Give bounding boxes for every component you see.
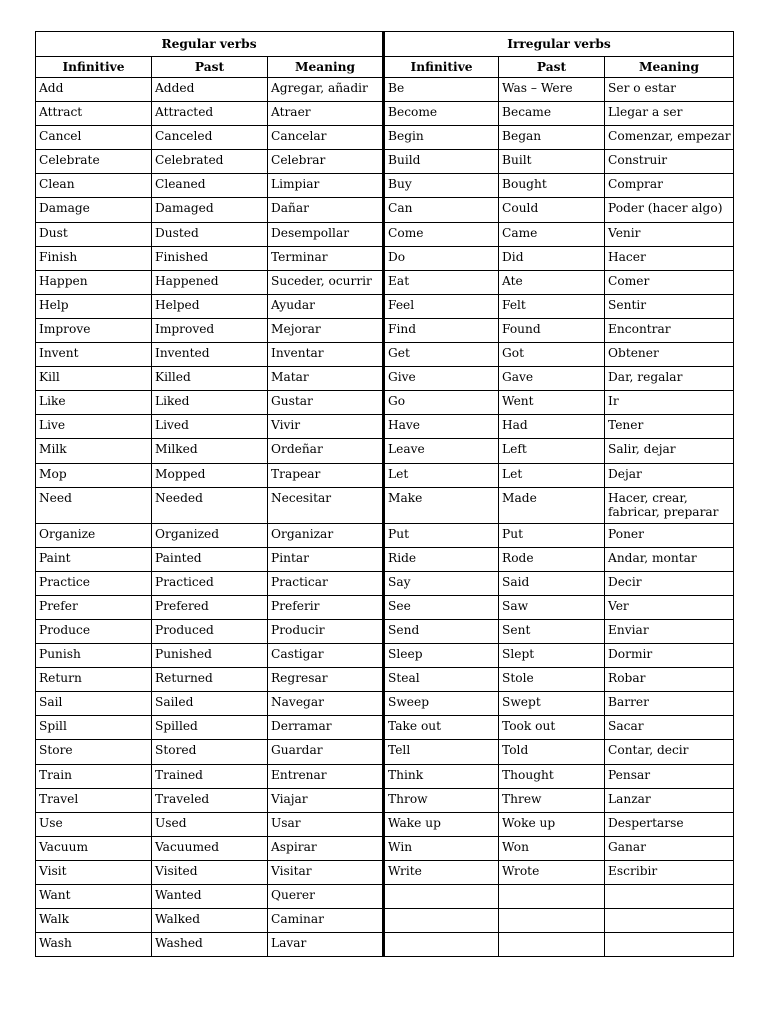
irregular-past-cell: Ate xyxy=(499,270,605,294)
table-title-row xyxy=(36,32,734,57)
irregular-past-cell: Stole xyxy=(499,668,605,692)
table-row xyxy=(36,126,734,150)
irregular-infinitive-cell xyxy=(384,933,499,957)
irregular-infinitive-cell: Take out xyxy=(384,716,499,740)
column-header-row xyxy=(36,57,734,78)
regular-past-cell: Finished xyxy=(152,246,268,270)
regular-past-cell: Punished xyxy=(152,644,268,668)
irregular-infinitive-cell: Throw xyxy=(384,788,499,812)
regular-meaning-cell: Regresar xyxy=(268,668,384,692)
irregular-meaning-cell: Enviar xyxy=(605,619,734,643)
regular-infinitive-cell: Improve xyxy=(36,318,152,342)
irregular-infinitive-cell: Win xyxy=(384,836,499,860)
regular-past-cell: Dusted xyxy=(152,222,268,246)
regular-past-cell: Celebrated xyxy=(152,150,268,174)
regular-meaning-cell: Suceder, ocurrir xyxy=(268,270,384,294)
regular-past-cell: Attracted xyxy=(152,102,268,126)
regular-past-cell: Killed xyxy=(152,367,268,391)
irregular-infinitive-cell: Do xyxy=(384,246,499,270)
table-row xyxy=(36,294,734,318)
irregular-infinitive-cell: See xyxy=(384,595,499,619)
regular-meaning-cell: Querer xyxy=(268,885,384,909)
irregular-infinitive-cell: Steal xyxy=(384,668,499,692)
regular-meaning-cell: Practicar xyxy=(268,571,384,595)
table-row xyxy=(36,439,734,463)
regular-meaning-cell: Producir xyxy=(268,619,384,643)
irregular-past-header: Past xyxy=(499,57,605,78)
regular-infinitive-cell: Add xyxy=(36,78,152,102)
irregular-infinitive-cell: Eat xyxy=(384,270,499,294)
irregular-past-cell: Did xyxy=(499,246,605,270)
regular-infinitive-cell: Milk xyxy=(36,439,152,463)
irregular-meaning-cell: Hacer, crear, fabricar, preparar xyxy=(605,487,734,523)
regular-infinitive-cell: Practice xyxy=(36,571,152,595)
table-row xyxy=(36,174,734,198)
regular-meaning-cell: Desempollar xyxy=(268,222,384,246)
regular-meaning-cell: Atraer xyxy=(268,102,384,126)
irregular-meaning-cell: Sacar xyxy=(605,716,734,740)
regular-meaning-cell: Usar xyxy=(268,812,384,836)
irregular-infinitive-cell: Sweep xyxy=(384,692,499,716)
regular-past-cell: Added xyxy=(152,78,268,102)
irregular-meaning-cell: Sentir xyxy=(605,294,734,318)
irregular-meaning-cell: Robar xyxy=(605,668,734,692)
regular-past-cell: Lived xyxy=(152,415,268,439)
table-row xyxy=(36,909,734,933)
irregular-meaning-cell: Comer xyxy=(605,270,734,294)
irregular-past-cell: Took out xyxy=(499,716,605,740)
irregular-meaning-cell: Ganar xyxy=(605,836,734,860)
irregular-infinitive-cell: Put xyxy=(384,523,499,547)
table-row xyxy=(36,668,734,692)
regular-past-cell: Mopped xyxy=(152,463,268,487)
regular-past-cell: Prefered xyxy=(152,595,268,619)
regular-meaning-cell: Aspirar xyxy=(268,836,384,860)
irregular-meaning-cell: Dejar xyxy=(605,463,734,487)
irregular-past-cell: Could xyxy=(499,198,605,222)
irregular-infinitive-cell: Come xyxy=(384,222,499,246)
regular-past-cell: Damaged xyxy=(152,198,268,222)
table-row xyxy=(36,619,734,643)
regular-infinitive-cell: Celebrate xyxy=(36,150,152,174)
irregular-infinitive-cell: Go xyxy=(384,391,499,415)
irregular-past-cell: Found xyxy=(499,318,605,342)
irregular-meaning-cell: Decir xyxy=(605,571,734,595)
regular-infinitive-cell: Sail xyxy=(36,692,152,716)
regular-infinitive-cell: Attract xyxy=(36,102,152,126)
irregular-meaning-cell xyxy=(605,885,734,909)
irregular-past-cell xyxy=(499,933,605,957)
irregular-past-cell: Went xyxy=(499,391,605,415)
irregular-infinitive-cell: Sleep xyxy=(384,644,499,668)
irregular-past-cell: Won xyxy=(499,836,605,860)
regular-past-cell: Washed xyxy=(152,933,268,957)
irregular-meaning-cell: Contar, decir xyxy=(605,740,734,764)
irregular-infinitive-cell: Have xyxy=(384,415,499,439)
regular-past-cell: Walked xyxy=(152,909,268,933)
irregular-verbs-title: Irregular verbs xyxy=(384,32,734,57)
regular-infinitive-cell: Finish xyxy=(36,246,152,270)
irregular-infinitive-cell: Write xyxy=(384,860,499,884)
irregular-past-cell: Was – Were xyxy=(499,78,605,102)
regular-infinitive-cell: Produce xyxy=(36,619,152,643)
irregular-past-cell: Bought xyxy=(499,174,605,198)
irregular-past-cell: Said xyxy=(499,571,605,595)
regular-past-cell: Needed xyxy=(152,487,268,523)
irregular-meaning-cell: Dormir xyxy=(605,644,734,668)
irregular-past-cell: Began xyxy=(499,126,605,150)
irregular-infinitive-cell: Be xyxy=(384,78,499,102)
irregular-infinitive-header: Infinitive xyxy=(384,57,499,78)
irregular-meaning-header: Meaning xyxy=(605,57,734,78)
regular-meaning-cell: Castigar xyxy=(268,644,384,668)
irregular-meaning-cell: Venir xyxy=(605,222,734,246)
regular-infinitive-cell: Wash xyxy=(36,933,152,957)
table-row xyxy=(36,270,734,294)
regular-meaning-cell: Celebrar xyxy=(268,150,384,174)
table-row xyxy=(36,716,734,740)
irregular-infinitive-cell: Leave xyxy=(384,439,499,463)
regular-infinitive-cell: Help xyxy=(36,294,152,318)
irregular-infinitive-cell: Ride xyxy=(384,547,499,571)
regular-past-cell: Liked xyxy=(152,391,268,415)
irregular-infinitive-cell: Become xyxy=(384,102,499,126)
irregular-infinitive-cell: Send xyxy=(384,619,499,643)
irregular-past-cell: Told xyxy=(499,740,605,764)
regular-infinitive-cell: Happen xyxy=(36,270,152,294)
irregular-past-cell: Rode xyxy=(499,547,605,571)
table-row xyxy=(36,343,734,367)
irregular-infinitive-cell: Buy xyxy=(384,174,499,198)
irregular-meaning-cell: Obtener xyxy=(605,343,734,367)
irregular-meaning-cell: Despertarse xyxy=(605,812,734,836)
regular-past-cell: Cleaned xyxy=(152,174,268,198)
irregular-infinitive-cell: Find xyxy=(384,318,499,342)
irregular-infinitive-cell: Can xyxy=(384,198,499,222)
table-row xyxy=(36,692,734,716)
table-row xyxy=(36,812,734,836)
regular-verbs-title: Regular verbs xyxy=(36,32,384,57)
regular-past-cell: Improved xyxy=(152,318,268,342)
table-row xyxy=(36,595,734,619)
regular-meaning-cell: Derramar xyxy=(268,716,384,740)
regular-infinitive-cell: Paint xyxy=(36,547,152,571)
irregular-past-cell: Left xyxy=(499,439,605,463)
table-row xyxy=(36,222,734,246)
regular-past-cell: Stored xyxy=(152,740,268,764)
irregular-past-cell xyxy=(499,885,605,909)
irregular-meaning-cell: Dar, regalar xyxy=(605,367,734,391)
table-row xyxy=(36,198,734,222)
irregular-meaning-cell: Poner xyxy=(605,523,734,547)
verbs-table xyxy=(35,31,734,957)
irregular-infinitive-cell: Tell xyxy=(384,740,499,764)
irregular-meaning-cell: Lanzar xyxy=(605,788,734,812)
irregular-past-cell: Thought xyxy=(499,764,605,788)
regular-past-cell: Produced xyxy=(152,619,268,643)
irregular-past-cell: Gave xyxy=(499,367,605,391)
regular-meaning-cell: Organizar xyxy=(268,523,384,547)
irregular-meaning-cell: Pensar xyxy=(605,764,734,788)
table-row xyxy=(36,318,734,342)
irregular-past-cell: Slept xyxy=(499,644,605,668)
regular-infinitive-cell: Cancel xyxy=(36,126,152,150)
irregular-meaning-cell: Barrer xyxy=(605,692,734,716)
regular-meaning-cell: Limpiar xyxy=(268,174,384,198)
table-row xyxy=(36,246,734,270)
irregular-past-cell: Threw xyxy=(499,788,605,812)
regular-meaning-cell: Gustar xyxy=(268,391,384,415)
irregular-meaning-cell: Llegar a ser xyxy=(605,102,734,126)
regular-meaning-cell: Dañar xyxy=(268,198,384,222)
irregular-infinitive-cell: Build xyxy=(384,150,499,174)
regular-meaning-cell: Terminar xyxy=(268,246,384,270)
regular-meaning-cell: Pintar xyxy=(268,547,384,571)
irregular-past-cell: Wrote xyxy=(499,860,605,884)
table-row xyxy=(36,644,734,668)
regular-meaning-cell: Necesitar xyxy=(268,487,384,523)
irregular-meaning-cell: Ir xyxy=(605,391,734,415)
irregular-infinitive-cell: Let xyxy=(384,463,499,487)
irregular-meaning-cell: Comprar xyxy=(605,174,734,198)
regular-past-cell: Sailed xyxy=(152,692,268,716)
table-row xyxy=(36,788,734,812)
regular-past-cell: Traveled xyxy=(152,788,268,812)
regular-infinitive-cell: Damage xyxy=(36,198,152,222)
regular-infinitive-header: Infinitive xyxy=(36,57,152,78)
regular-meaning-cell: Guardar xyxy=(268,740,384,764)
table-row xyxy=(36,764,734,788)
regular-past-cell: Helped xyxy=(152,294,268,318)
regular-infinitive-cell: Prefer xyxy=(36,595,152,619)
regular-infinitive-cell: Clean xyxy=(36,174,152,198)
regular-meaning-cell: Trapear xyxy=(268,463,384,487)
irregular-infinitive-cell: Feel xyxy=(384,294,499,318)
regular-infinitive-cell: Mop xyxy=(36,463,152,487)
regular-meaning-cell: Matar xyxy=(268,367,384,391)
table-row xyxy=(36,860,734,884)
regular-past-cell: Returned xyxy=(152,668,268,692)
regular-past-cell: Practiced xyxy=(152,571,268,595)
table-row xyxy=(36,487,734,523)
regular-meaning-cell: Vivir xyxy=(268,415,384,439)
table-row xyxy=(36,78,734,102)
irregular-past-cell xyxy=(499,909,605,933)
irregular-past-cell: Built xyxy=(499,150,605,174)
regular-infinitive-cell: Travel xyxy=(36,788,152,812)
irregular-meaning-cell: Encontrar xyxy=(605,318,734,342)
irregular-meaning-cell: Andar, montar xyxy=(605,547,734,571)
regular-infinitive-cell: Vacuum xyxy=(36,836,152,860)
table-row xyxy=(36,415,734,439)
irregular-past-cell: Became xyxy=(499,102,605,126)
regular-past-cell: Milked xyxy=(152,439,268,463)
irregular-infinitive-cell: Wake up xyxy=(384,812,499,836)
regular-past-cell: Vacuumed xyxy=(152,836,268,860)
irregular-infinitive-cell: Think xyxy=(384,764,499,788)
regular-past-cell: Trained xyxy=(152,764,268,788)
regular-past-cell: Used xyxy=(152,812,268,836)
regular-infinitive-cell: Dust xyxy=(36,222,152,246)
irregular-meaning-cell: Tener xyxy=(605,415,734,439)
regular-infinitive-cell: Organize xyxy=(36,523,152,547)
regular-meaning-cell: Ordeñar xyxy=(268,439,384,463)
regular-past-header: Past xyxy=(152,57,268,78)
irregular-infinitive-cell xyxy=(384,909,499,933)
irregular-meaning-cell: Construir xyxy=(605,150,734,174)
irregular-meaning-cell: Poder (hacer algo) xyxy=(605,198,734,222)
regular-infinitive-cell: Train xyxy=(36,764,152,788)
irregular-past-cell: Swept xyxy=(499,692,605,716)
table-row xyxy=(36,547,734,571)
irregular-past-cell: Put xyxy=(499,523,605,547)
regular-meaning-cell: Navegar xyxy=(268,692,384,716)
irregular-meaning-cell: Ser o estar xyxy=(605,78,734,102)
regular-meaning-cell: Ayudar xyxy=(268,294,384,318)
table-row xyxy=(36,933,734,957)
regular-infinitive-cell: Visit xyxy=(36,860,152,884)
table-row xyxy=(36,836,734,860)
irregular-meaning-cell: Salir, dejar xyxy=(605,439,734,463)
regular-infinitive-cell: Like xyxy=(36,391,152,415)
regular-infinitive-cell: Walk xyxy=(36,909,152,933)
regular-past-cell: Wanted xyxy=(152,885,268,909)
table-row xyxy=(36,102,734,126)
regular-infinitive-cell: Need xyxy=(36,487,152,523)
table-row xyxy=(36,523,734,547)
regular-past-cell: Visited xyxy=(152,860,268,884)
regular-meaning-cell: Viajar xyxy=(268,788,384,812)
regular-meaning-header: Meaning xyxy=(268,57,384,78)
irregular-past-cell: Let xyxy=(499,463,605,487)
regular-meaning-cell: Caminar xyxy=(268,909,384,933)
irregular-past-cell: Came xyxy=(499,222,605,246)
regular-past-cell: Happened xyxy=(152,270,268,294)
regular-meaning-cell: Inventar xyxy=(268,343,384,367)
irregular-meaning-cell: Hacer xyxy=(605,246,734,270)
table-row xyxy=(36,463,734,487)
regular-meaning-cell: Lavar xyxy=(268,933,384,957)
regular-meaning-cell: Cancelar xyxy=(268,126,384,150)
table-row xyxy=(36,885,734,909)
regular-meaning-cell: Agregar, añadir xyxy=(268,78,384,102)
table-row xyxy=(36,571,734,595)
irregular-infinitive-cell: Get xyxy=(384,343,499,367)
table-row xyxy=(36,740,734,764)
table-row xyxy=(36,367,734,391)
irregular-meaning-cell: Ver xyxy=(605,595,734,619)
irregular-past-cell: Made xyxy=(499,487,605,523)
regular-infinitive-cell: Invent xyxy=(36,343,152,367)
regular-meaning-cell: Visitar xyxy=(268,860,384,884)
regular-meaning-cell: Mejorar xyxy=(268,318,384,342)
regular-infinitive-cell: Use xyxy=(36,812,152,836)
irregular-meaning-cell: Escribir xyxy=(605,860,734,884)
regular-past-cell: Invented xyxy=(152,343,268,367)
table-row xyxy=(36,391,734,415)
regular-infinitive-cell: Return xyxy=(36,668,152,692)
regular-infinitive-cell: Spill xyxy=(36,716,152,740)
irregular-meaning-cell xyxy=(605,933,734,957)
regular-meaning-cell: Preferir xyxy=(268,595,384,619)
irregular-past-cell: Had xyxy=(499,415,605,439)
regular-past-cell: Spilled xyxy=(152,716,268,740)
regular-past-cell: Painted xyxy=(152,547,268,571)
regular-meaning-cell: Entrenar xyxy=(268,764,384,788)
irregular-meaning-cell: Comenzar, empezar xyxy=(605,126,734,150)
regular-infinitive-cell: Want xyxy=(36,885,152,909)
irregular-infinitive-cell xyxy=(384,885,499,909)
irregular-infinitive-cell: Make xyxy=(384,487,499,523)
regular-infinitive-cell: Live xyxy=(36,415,152,439)
regular-past-cell: Organized xyxy=(152,523,268,547)
irregular-infinitive-cell: Say xyxy=(384,571,499,595)
irregular-past-cell: Saw xyxy=(499,595,605,619)
irregular-infinitive-cell: Begin xyxy=(384,126,499,150)
irregular-past-cell: Felt xyxy=(499,294,605,318)
regular-infinitive-cell: Kill xyxy=(36,367,152,391)
irregular-past-cell: Sent xyxy=(499,619,605,643)
regular-past-cell: Canceled xyxy=(152,126,268,150)
irregular-past-cell: Woke up xyxy=(499,812,605,836)
irregular-past-cell: Got xyxy=(499,343,605,367)
irregular-meaning-cell xyxy=(605,909,734,933)
regular-infinitive-cell: Punish xyxy=(36,644,152,668)
table-row xyxy=(36,150,734,174)
regular-infinitive-cell: Store xyxy=(36,740,152,764)
irregular-infinitive-cell: Give xyxy=(384,367,499,391)
